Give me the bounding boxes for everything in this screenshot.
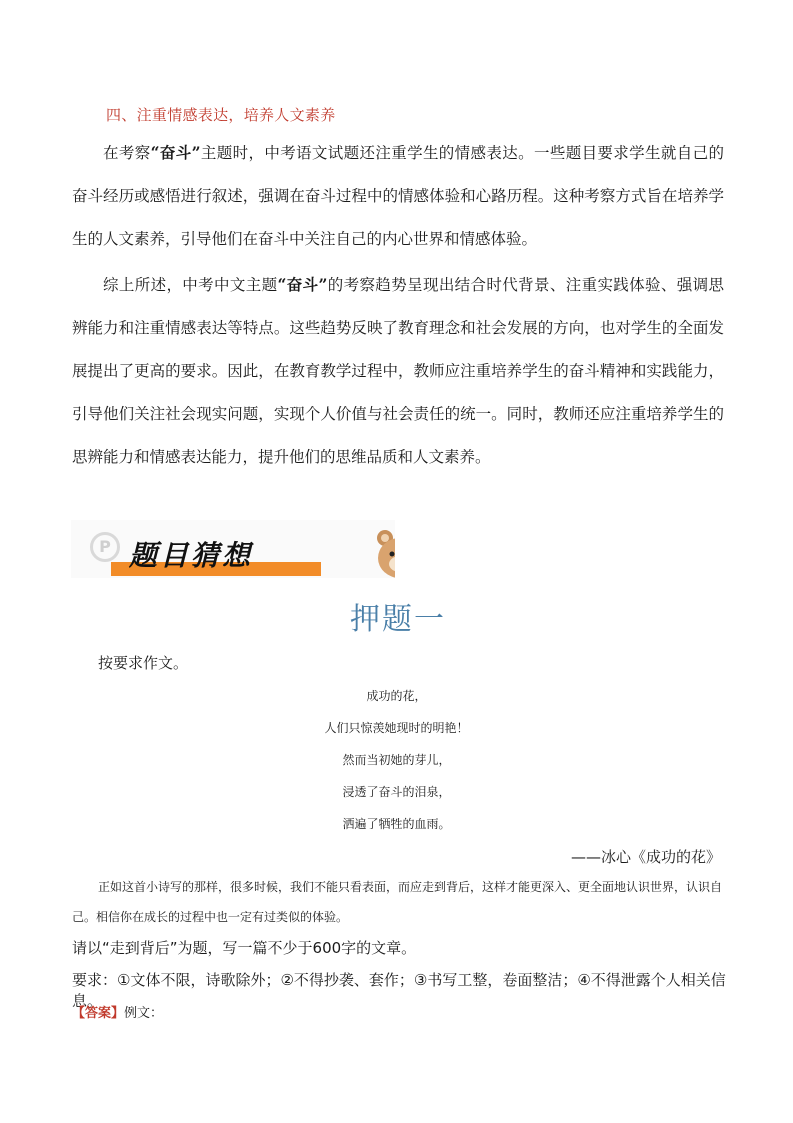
paragraph-1 [72, 131, 724, 261]
banner-title: 题目猜想 [129, 539, 254, 572]
prose-paragraph [72, 872, 724, 932]
poem-attribution: ——冰心《成功的花》 [570, 848, 721, 866]
poem-line: 成功的花， [366, 689, 427, 703]
instruction: 按要求作文。 [98, 654, 189, 672]
text: 在考察 [103, 144, 151, 162]
poem-line: 浸透了奋斗的泪泉， [342, 785, 451, 799]
p-badge-icon: P [90, 532, 120, 562]
text: 主题时，中考语文试题还注重学生的情感表达。一些题目要求学生就自己的奋斗经历或感悟进行叙述，强调在奋斗过程中的情感体验和心路历程。这种考察方式旨在培养学生的人文素养，引导他们在奋斗中关注自己的内心世界和情感体验。 [72, 144, 724, 248]
bear-mascot-icon [373, 526, 395, 578]
poem-line: 洒遍了牺牲的血雨。 [342, 817, 451, 831]
subtitle: 押题一 [350, 602, 446, 637]
bold-term: “奋斗” [277, 275, 328, 294]
answer-line [72, 1002, 163, 1021]
answer-label: 【答案】 [72, 1006, 125, 1021]
guess-banner [71, 520, 395, 578]
section-heading: 四、注重情感表达，培养人文素养 [106, 106, 336, 124]
prose-text: 正如这首小诗写的那样，很多时候，我们不能只看表面，而应走到背后，这样才能更深入、更全面地认识世界，认识自己。相信你在成长的过程中也一定有过类似的体验。 [72, 880, 723, 924]
text: 综上所述，中考中文主题 [103, 276, 278, 294]
bold-term: “奋斗” [150, 143, 201, 162]
essay-prompt: 请以“走到背后”为题，写一篇不少于600字的文章。 [72, 939, 417, 957]
poem-line: 然而当初她的芽儿， [342, 753, 451, 767]
text: 的考察趋势呈现出结合时代背景、注重实践体验、强调思辨能力和注重情感表达等特点。这些趋势反映了教育理念和社会发展的方向，也对学生的全面发展提出了更高的要求。因此，在教育教学过程中，教师应注重培养学生的奋斗精神和实践能力，引导他们关注社会现实问题，实现个人价值与社会责任的统一。同时，教师还应注重培养学生的思辨能力和情感表达能力，提升他们的思维品质和人文素养。 [72, 276, 724, 466]
poem-line: 人们只惊羡她现时的明艳！ [324, 721, 469, 735]
essay-requirements: 要求：①文体不限，诗歌除外；②不得抄袭、套作；③书写工整，卷面整洁；④不得泄露个人相关信息。 [72, 971, 726, 1010]
paragraph-2 [72, 263, 724, 479]
answer-text: 例文： [124, 1006, 164, 1021]
